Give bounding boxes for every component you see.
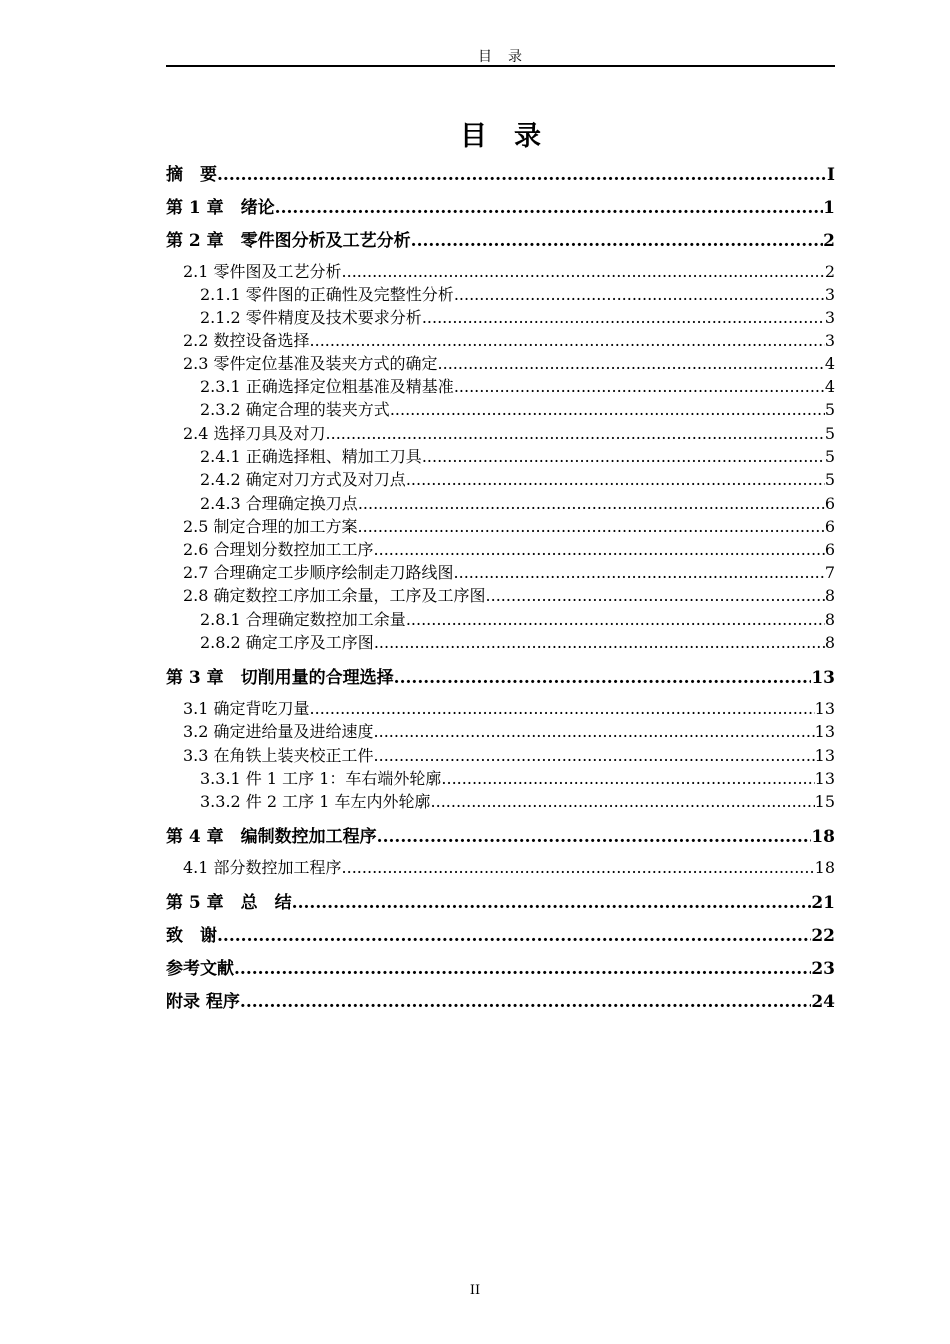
toc-entry-acknowledgements[interactable]: 致 谢 ..... 22 (166, 921, 835, 943)
toc-entry-chapter-3[interactable]: 第 3 章 切削用量的合理选择 ..... 13 (166, 663, 835, 685)
toc-entry-2-2[interactable]: 2.2 数控设备选择 ..... 3 (183, 328, 835, 348)
toc-entry-2-1-1[interactable]: 2.1.1 零件图的正确性及完整性分析 ..... 3 (200, 282, 835, 302)
toc-entry-2-8[interactable]: 2.8 确定数控工序加工余量，工序及工序图 ..... 8 (183, 583, 835, 603)
toc-entry-abstract[interactable]: 摘 要 ..... I (166, 160, 835, 182)
toc-entry-2-7[interactable]: 2.7 合理确定工步顺序绘制走刀路线图 ..... 7 (183, 560, 835, 580)
toc-entry-chapter-4[interactable]: 第 4 章 编制数控加工程序 ..... 18 (166, 822, 835, 844)
toc-entry-appendix[interactable]: 附录 程序 ..... 24 (166, 987, 835, 1009)
toc-entry-2-3-2[interactable]: 2.3.2 确定合理的装夹方式 ..... 5 (200, 397, 835, 417)
toc-entry-2-1[interactable]: 2.1 零件图及工艺分析 ..... 2 (183, 259, 835, 279)
toc-entry-2-3[interactable]: 2.3 零件定位基准及装夹方式的确定 ..... 4 (183, 351, 835, 371)
page-title: 目 录 (460, 121, 541, 152)
toc-entry-2-4-1[interactable]: 2.4.1 正确选择粗、精加工刀具 ..... 5 (200, 444, 835, 464)
running-header: 目 录 (478, 49, 523, 65)
toc-entry-2-4-2[interactable]: 2.4.2 确定对刀方式及对刀点 ..... 5 (200, 467, 835, 487)
toc-entry-3-3[interactable]: 3.3 在角铁上装夹校正工件 ..... 13 (183, 743, 835, 763)
toc-entry-chapter-5[interactable]: 第 5 章 总 结 ..... 21 (166, 888, 835, 910)
toc-entry-2-8-1[interactable]: 2.8.1 合理确定数控加工余量 ..... 8 (200, 607, 835, 627)
toc-entry-3-1[interactable]: 3.1 确定背吃刀量 ..... 13 (183, 696, 835, 716)
toc-entry-3-2[interactable]: 3.2 确定进给量及进给速度 ..... 13 (183, 719, 835, 739)
toc-entry-2-1-2[interactable]: 2.1.2 零件精度及技术要求分析 ..... 3 (200, 305, 835, 325)
toc-entry-2-4[interactable]: 2.4 选择刀具及对刀 ..... 5 (183, 421, 835, 441)
toc-entry-2-4-3[interactable]: 2.4.3 合理确定换刀点 ..... 6 (200, 491, 835, 511)
toc-entry-2-5[interactable]: 2.5 制定合理的加工方案 ..... 6 (183, 514, 835, 534)
toc-entry-4-1[interactable]: 4.1 部分数控加工程序 ..... 18 (183, 855, 835, 875)
page-number: II (469, 1283, 481, 1298)
toc-entry-3-3-2[interactable]: 3.3.2 件 2 工序 1 车左内外轮廓 ..... 15 (200, 789, 835, 809)
header-rule (166, 65, 835, 67)
toc-entry-2-3-1[interactable]: 2.3.1 正确选择定位粗基准及精基准 ..... 4 (200, 374, 835, 394)
toc-entry-references[interactable]: 参考文献 ..... 23 (166, 954, 835, 976)
toc-entry-3-3-1[interactable]: 3.3.1 件 1 工序 1：车右端外轮廓 ..... 13 (200, 766, 835, 786)
toc-entry-chapter-2[interactable]: 第 2 章 零件图分析及工艺分析 ..... 2 (166, 226, 835, 248)
toc-entry-2-8-2[interactable]: 2.8.2 确定工序及工序图 ..... 8 (200, 630, 835, 650)
toc-entry-chapter-1[interactable]: 第 1 章 绪论 ..... 1 (166, 193, 835, 215)
toc-entry-2-6[interactable]: 2.6 合理划分数控加工工序 ..... 6 (183, 537, 835, 557)
